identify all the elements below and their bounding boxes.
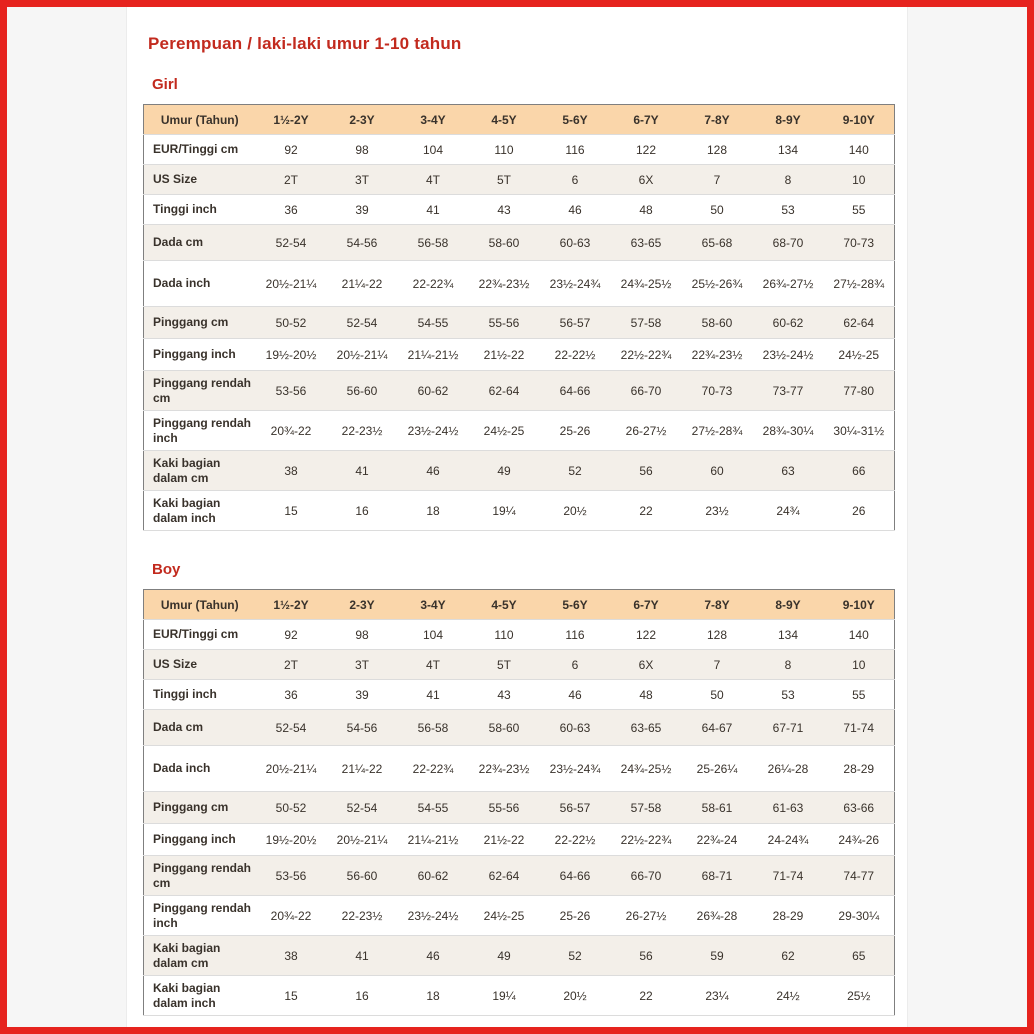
table-cell: 6 (571, 657, 579, 672)
table-cell: 60-62 (417, 383, 449, 398)
table-cell: 50-52 (275, 315, 307, 330)
table-cell: 43 (497, 202, 511, 217)
table-cell: 19½-20½ (265, 347, 317, 362)
table-row (144, 936, 895, 976)
table-row (144, 976, 895, 1016)
table-cell: 60-62 (772, 315, 804, 330)
table-cell: 41 (426, 202, 440, 217)
table-cell: 53-56 (275, 383, 307, 398)
table-row (144, 135, 895, 165)
table-cell: 128 (706, 627, 728, 642)
table-cell: 24-24¾ (767, 832, 809, 847)
table-cell: 2T (283, 657, 298, 672)
table-cell: 23½ (705, 503, 729, 518)
table-cell: 63 (781, 463, 795, 478)
table-cell: 28¾-30¼ (762, 423, 814, 438)
table-cell: 65 (852, 948, 866, 963)
table-cell: 25-26¼ (696, 761, 738, 776)
table-cell: 25½-26¾ (691, 276, 743, 291)
row-label: Pinggang inch (153, 347, 236, 361)
header-cell-age-range: 7-8Y (682, 105, 753, 135)
table-cell: 56-60 (346, 868, 378, 883)
table-row (144, 856, 895, 896)
table-cell: 20½-21¼ (265, 276, 317, 291)
table-cell: 24½-25 (483, 423, 525, 438)
table-cell: 49 (497, 463, 511, 478)
table-row (144, 710, 895, 746)
table-cell: 63-65 (630, 720, 662, 735)
table-cell: 22-23½ (341, 423, 383, 438)
table-cell: 55 (852, 687, 866, 702)
table-cell: 30¼-31½ (833, 423, 885, 438)
header-cell-age-range: 9-10Y (824, 590, 895, 620)
header-cell-age-range: 3-4Y (398, 590, 469, 620)
table-cell: 3T (354, 172, 369, 187)
table-header-row (144, 590, 895, 620)
table-cell: 18 (426, 988, 440, 1003)
table-cell: 60 (710, 463, 724, 478)
table-cell: 48 (639, 687, 653, 702)
table-cell: 52 (568, 463, 582, 478)
header-cell-age-label: Umur (Tahun) (144, 590, 256, 620)
table-cell: 20½-21¼ (265, 761, 317, 776)
table-cell: 21½-22 (483, 832, 525, 847)
header-cell-age-label: Umur (Tahun) (144, 105, 256, 135)
table-cell: 23½-24½ (762, 347, 814, 362)
table-row (144, 746, 895, 792)
table-cell: 53 (781, 687, 795, 702)
table-cell: 57-58 (630, 315, 662, 330)
table-cell: 25½ (847, 988, 871, 1003)
boy-section (127, 561, 907, 1016)
table-cell: 59 (710, 948, 724, 963)
table-row (144, 195, 895, 225)
table-cell: 36 (284, 687, 298, 702)
boy-section-heading: Boy (152, 561, 181, 578)
table-cell: 71-74 (843, 720, 875, 735)
table-cell: 134 (777, 142, 799, 157)
table-row (144, 261, 895, 307)
table-cell: 28-29 (843, 761, 875, 776)
table-cell: 74-77 (843, 868, 875, 883)
table-cell: 23½-24½ (407, 908, 459, 923)
table-cell: 70-73 (701, 383, 733, 398)
table-row (144, 824, 895, 856)
table-cell: 8 (784, 172, 792, 187)
table-cell: 55 (852, 202, 866, 217)
table-row (144, 792, 895, 824)
table-cell: 2T (283, 172, 298, 187)
table-cell: 16 (355, 503, 369, 518)
table-cell: 23½-24½ (407, 423, 459, 438)
table-cell: 140 (848, 627, 869, 642)
table-cell: 98 (355, 627, 369, 642)
header-cell-age-range: 8-9Y (753, 105, 824, 135)
table-cell: 24¾-25½ (620, 761, 672, 776)
table-row (144, 620, 895, 650)
table-cell: 56-57 (559, 315, 591, 330)
table-cell: 10 (852, 657, 866, 672)
table-cell: 20¾-22 (270, 908, 312, 923)
table-cell: 104 (422, 627, 444, 642)
row-label: Pinggang cm (153, 315, 229, 329)
table-cell: 54-56 (346, 235, 378, 250)
table-cell: 52-54 (275, 235, 307, 250)
table-cell: 20¾-22 (270, 423, 312, 438)
table-cell: 21¼-22 (341, 761, 383, 776)
girl-section-heading: Girl (152, 76, 178, 93)
table-cell: 23½-24¾ (549, 761, 601, 776)
table-cell: 104 (422, 142, 444, 157)
header-cell-age-range: 1½-2Y (256, 590, 327, 620)
table-cell: 19¼ (492, 988, 516, 1003)
table-cell: 18 (426, 503, 440, 518)
table-cell: 77-80 (843, 383, 875, 398)
table-cell: 54-56 (346, 720, 378, 735)
table-cell: 22 (639, 503, 653, 518)
table-cell: 52-54 (346, 315, 378, 330)
table-cell: 62-64 (488, 868, 520, 883)
table-cell: 24½ (776, 988, 800, 1003)
row-label: Pinggang cm (153, 800, 229, 814)
table-cell: 39 (355, 202, 369, 217)
table-cell: 56-58 (417, 235, 449, 250)
table-cell: 55-56 (488, 800, 520, 815)
table-cell: 58-60 (488, 235, 520, 250)
table-cell: 58-60 (701, 315, 733, 330)
row-label: Kaki bagian dalam cm (153, 455, 221, 485)
table-cell: 46 (426, 948, 440, 963)
row-label: Dada inch (153, 761, 211, 775)
table-row (144, 451, 895, 491)
header-cell-age-range: 4-5Y (469, 590, 540, 620)
header-cell-age-range: 1½-2Y (256, 105, 327, 135)
table-cell: 22 (639, 988, 653, 1003)
table-cell: 26¾-28 (696, 908, 738, 923)
table-cell: 62-64 (843, 315, 875, 330)
girl-size-table (143, 104, 895, 531)
table-cell: 41 (355, 948, 369, 963)
table-cell: 66 (852, 463, 866, 478)
table-cell: 56 (639, 948, 653, 963)
table-cell: 50-52 (275, 800, 307, 815)
row-label: Kaki bagian dalam cm (153, 940, 221, 970)
boy-size-table (143, 589, 895, 1016)
table-cell: 64-67 (701, 720, 733, 735)
table-cell: 22-22¾ (412, 276, 454, 291)
header-cell-age-range: 6-7Y (611, 105, 682, 135)
table-cell: 25-26 (559, 423, 591, 438)
table-cell: 36 (284, 202, 298, 217)
row-label: Pinggang rendah inch (153, 900, 252, 930)
header-cell-age-range: 9-10Y (824, 105, 895, 135)
table-cell: 22¾-23½ (691, 347, 743, 362)
table-cell: 57-58 (630, 800, 662, 815)
row-label: Pinggang rendah cm (153, 375, 252, 405)
table-cell: 65-68 (701, 235, 733, 250)
table-cell: 140 (848, 142, 869, 157)
table-cell: 92 (284, 627, 298, 642)
table-cell: 110 (494, 142, 514, 157)
table-cell: 73-77 (772, 383, 804, 398)
table-cell: 27½-28¾ (833, 276, 885, 291)
table-cell: 38 (284, 948, 298, 963)
table-cell: 22¾-24 (696, 832, 738, 847)
table-cell: 22½-22¾ (620, 832, 672, 847)
table-cell: 122 (635, 627, 657, 642)
table-cell: 98 (355, 142, 369, 157)
header-cell-age-range: 4-5Y (469, 105, 540, 135)
table-cell: 56-58 (417, 720, 449, 735)
table-cell: 38 (284, 463, 298, 478)
table-cell: 5T (496, 657, 511, 672)
header-cell-age-range: 7-8Y (682, 590, 753, 620)
row-label: Pinggang rendah cm (153, 860, 252, 890)
table-cell: 19¼ (492, 503, 516, 518)
table-cell: 41 (426, 687, 440, 702)
row-label: US Size (153, 657, 198, 671)
table-cell: 23¼ (705, 988, 729, 1003)
table-cell: 116 (565, 142, 585, 157)
table-cell: 68-71 (701, 868, 733, 883)
table-cell: 21¼-22 (341, 276, 383, 291)
table-cell: 41 (355, 463, 369, 478)
table-cell: 21¼-21½ (407, 347, 459, 362)
table-cell: 27½-28¾ (691, 423, 743, 438)
table-cell: 53-56 (275, 868, 307, 883)
table-cell: 43 (497, 687, 511, 702)
table-cell: 39 (355, 687, 369, 702)
table-cell: 58-61 (701, 800, 733, 815)
table-cell: 22-22½ (554, 832, 596, 847)
table-cell: 16 (355, 988, 369, 1003)
row-label: EUR/Tinggi cm (153, 627, 239, 641)
table-cell: 6 (571, 172, 579, 187)
table-cell: 67-71 (772, 720, 804, 735)
table-cell: 49 (497, 948, 511, 963)
table-cell: 92 (284, 142, 298, 157)
header-cell-age-range: 6-7Y (611, 590, 682, 620)
table-row (144, 896, 895, 936)
table-cell: 24½-25 (483, 908, 525, 923)
table-cell: 48 (639, 202, 653, 217)
header-cell-age-range: 2-3Y (327, 590, 398, 620)
size-chart-document (127, 7, 907, 1027)
table-cell: 56-57 (559, 800, 591, 815)
table-cell: 4T (425, 172, 440, 187)
table-cell: 46 (568, 202, 582, 217)
table-cell: 7 (713, 657, 721, 672)
table-cell: 52 (568, 948, 582, 963)
table-cell: 56-60 (346, 383, 378, 398)
table-cell: 63-65 (630, 235, 662, 250)
header-cell-age-range: 8-9Y (753, 590, 824, 620)
table-cell: 22-23½ (341, 908, 383, 923)
row-label: Kaki bagian dalam inch (153, 495, 221, 525)
table-cell: 50 (710, 202, 724, 217)
table-cell: 52-54 (275, 720, 307, 735)
table-cell: 66-70 (630, 868, 662, 883)
table-cell: 22-22½ (554, 347, 596, 362)
row-label: Dada inch (153, 276, 211, 290)
table-cell: 20½ (563, 503, 587, 518)
header-cell-age-range: 2-3Y (327, 105, 398, 135)
row-label: Tinggi inch (153, 202, 217, 216)
table-cell: 10 (852, 172, 866, 187)
row-label: Tinggi inch (153, 687, 217, 701)
table-row (144, 307, 895, 339)
table-cell: 4T (425, 657, 440, 672)
table-row (144, 650, 895, 680)
row-label: Pinggang inch (153, 832, 236, 846)
table-cell: 62-64 (488, 383, 520, 398)
table-cell: 28-29 (772, 908, 804, 923)
table-row (144, 225, 895, 261)
table-cell: 46 (568, 687, 582, 702)
table-cell: 24½-25 (838, 347, 880, 362)
table-cell: 24¾ (776, 503, 800, 518)
table-cell: 20½ (563, 988, 587, 1003)
table-cell: 26¼-28 (767, 761, 809, 776)
table-cell: 54-55 (417, 800, 449, 815)
table-cell: 46 (426, 463, 440, 478)
table-cell: 22¾-23½ (478, 276, 530, 291)
table-cell: 25-26 (559, 908, 591, 923)
table-cell: 26¾-27½ (762, 276, 814, 291)
table-cell: 128 (706, 142, 728, 157)
table-cell: 8 (784, 657, 792, 672)
table-cell: 21½-22 (483, 347, 525, 362)
table-cell: 3T (354, 657, 369, 672)
table-cell: 22-22¾ (412, 761, 454, 776)
table-cell: 26 (852, 503, 866, 518)
table-cell: 54-55 (417, 315, 449, 330)
row-label: EUR/Tinggi cm (153, 142, 239, 156)
table-cell: 52-54 (346, 800, 378, 815)
girl-section (127, 76, 907, 531)
table-cell: 15 (284, 503, 298, 518)
row-label: US Size (153, 172, 198, 186)
table-cell: 58-60 (488, 720, 520, 735)
table-row (144, 339, 895, 371)
table-cell: 6X (638, 657, 654, 672)
table-cell: 64-66 (559, 868, 591, 883)
table-row (144, 680, 895, 710)
table-cell: 24¾-25½ (620, 276, 672, 291)
header-cell-age-range: 5-6Y (540, 590, 611, 620)
header-cell-age-range: 5-6Y (540, 105, 611, 135)
row-label: Pinggang rendah inch (153, 415, 252, 445)
table-cell: 66-70 (630, 383, 662, 398)
table-cell: 68-70 (772, 235, 804, 250)
table-cell: 24¾-26 (838, 832, 880, 847)
table-cell: 55-56 (488, 315, 520, 330)
table-cell: 70-73 (843, 235, 875, 250)
table-cell: 20½-21¼ (336, 347, 388, 362)
table-cell: 15 (284, 988, 298, 1003)
header-cell-age-range: 3-4Y (398, 105, 469, 135)
table-cell: 122 (635, 142, 657, 157)
table-cell: 29-30¼ (838, 908, 880, 923)
table-cell: 56 (639, 463, 653, 478)
table-cell: 50 (710, 687, 724, 702)
table-cell: 21¼-21½ (407, 832, 459, 847)
table-header-row (144, 105, 895, 135)
table-cell: 63-66 (843, 800, 875, 815)
table-cell: 60-62 (417, 868, 449, 883)
table-cell: 19½-20½ (265, 832, 317, 847)
table-cell: 110 (494, 627, 514, 642)
page-title: Perempuan / laki-laki umur 1-10 tahun (148, 34, 462, 53)
table-cell: 71-74 (772, 868, 804, 883)
table-cell: 134 (777, 627, 799, 642)
table-cell: 23½-24¾ (549, 276, 601, 291)
table-cell: 6X (638, 172, 654, 187)
row-label: Dada cm (153, 235, 204, 249)
table-cell: 5T (496, 172, 511, 187)
table-cell: 61-63 (772, 800, 804, 815)
table-cell: 64-66 (559, 383, 591, 398)
table-row (144, 411, 895, 451)
table-cell: 22¾-23½ (478, 761, 530, 776)
table-row (144, 371, 895, 411)
table-cell: 62 (781, 948, 795, 963)
table-cell: 20½-21¼ (336, 832, 388, 847)
table-cell: 60-63 (559, 235, 591, 250)
table-cell: 26-27½ (625, 423, 667, 438)
row-label: Dada cm (153, 720, 204, 734)
table-row (144, 491, 895, 531)
table-cell: 26-27½ (625, 908, 667, 923)
table-cell: 22½-22¾ (620, 347, 672, 362)
table-cell: 116 (565, 627, 585, 642)
table-cell: 60-63 (559, 720, 591, 735)
row-label: Kaki bagian dalam inch (153, 980, 221, 1010)
table-row (144, 165, 895, 195)
table-cell: 7 (713, 172, 721, 187)
table-cell: 53 (781, 202, 795, 217)
